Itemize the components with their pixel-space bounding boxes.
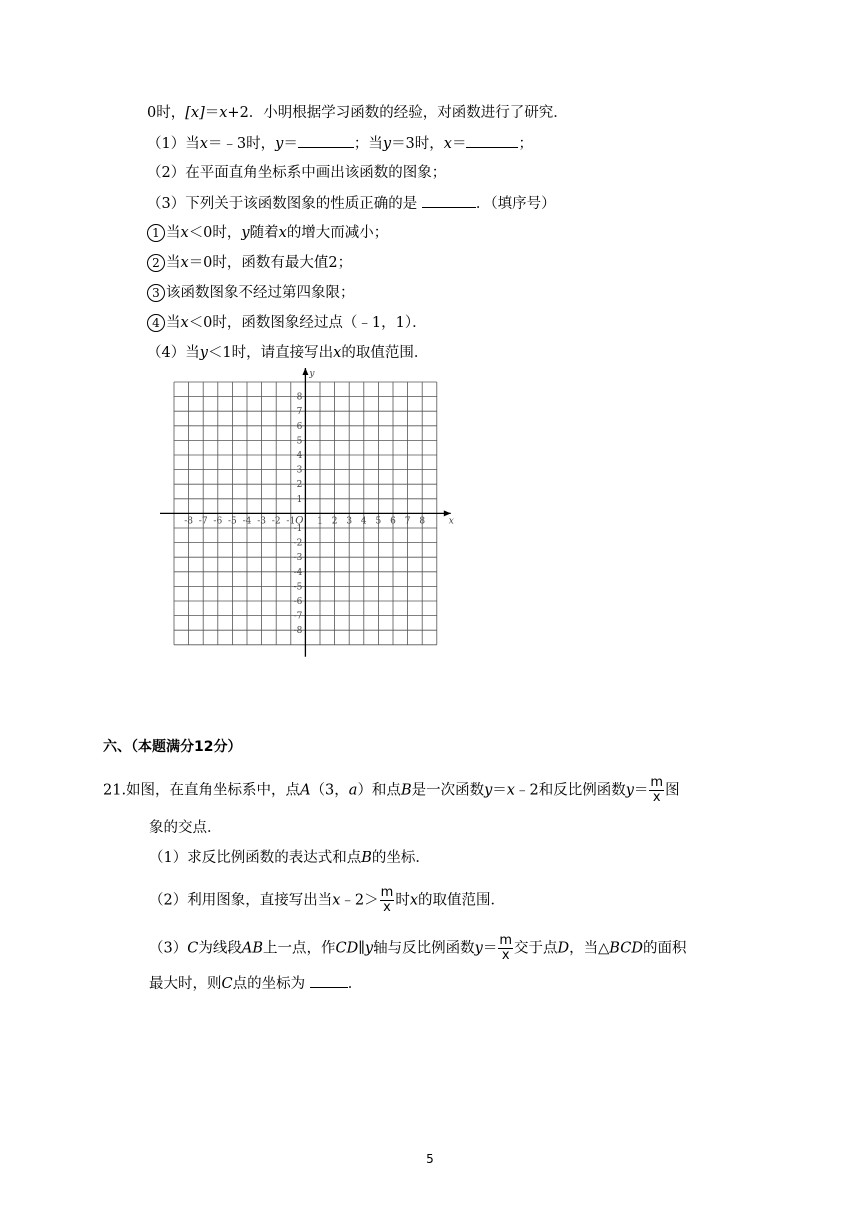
y-tick-label: 6 [296, 421, 303, 432]
p21-n: 图 [665, 782, 680, 799]
p21-3-l: 交于点 [514, 940, 558, 957]
x-tick-label: 1 [317, 516, 323, 527]
fraction-denominator: x [383, 900, 391, 915]
q3-answer-blank[interactable] [422, 193, 476, 208]
x-tick-label: 6 [390, 516, 396, 527]
p21-a: 21.如图，在直角坐标系中，点 [103, 782, 301, 799]
q1-text-c: ＝﹣3时， [207, 136, 276, 152]
intro-line [147, 103, 568, 123]
p21-1-c: 的坐标． [371, 850, 430, 866]
fraction-m-over-x [380, 886, 395, 915]
y-tick-label: -5 [293, 582, 303, 593]
y-tick-label: -7 [293, 611, 303, 622]
option-1 [147, 223, 388, 243]
q1-x: x [199, 136, 208, 152]
q1-eq: ＝ [283, 136, 298, 152]
question-4 [147, 343, 428, 363]
y-tick-label: -1 [293, 524, 303, 534]
axis-labels [184, 369, 454, 636]
p21-3-line2-C: C [221, 976, 233, 992]
p21-3-p: 的面积 [642, 940, 687, 957]
q4-c: ＜1时，请直接写出 [207, 345, 334, 361]
p21-3-eq: ＝ [482, 940, 498, 957]
y-tick-label: -8 [293, 626, 303, 637]
y-tick-label: 7 [296, 407, 303, 418]
q1-answer-blank-2[interactable] [466, 133, 518, 148]
option-3-a: 该函数图象不经过第四象限； [166, 285, 355, 301]
x-tick-label: 5 [375, 516, 382, 527]
p21-eq: ＝ [492, 782, 507, 799]
problem-21-part-1 [149, 848, 430, 868]
option-number-circle: 2 [147, 254, 165, 272]
p21-3-line2c: 点的坐标为 [232, 976, 306, 992]
p21-1-B: B [361, 850, 372, 866]
p21-3-y: y [364, 940, 374, 957]
p21-3-e: 上一点，作 [262, 940, 336, 957]
fraction-denominator: x [501, 948, 510, 963]
p21-3-a: （3） [149, 940, 188, 957]
problem-21-part-3 [149, 934, 686, 963]
p21-2-x2: x [409, 892, 419, 909]
p21-2-x: x [332, 892, 341, 909]
option-2-a: 当 [166, 255, 181, 271]
q1-text-a: （1）当 [147, 136, 200, 152]
option-2 [147, 253, 352, 273]
q1-y2: y [382, 136, 392, 152]
x-tick-label: -3 [257, 516, 266, 527]
q4-a: （4）当 [147, 345, 200, 361]
y-tick-label: -3 [293, 553, 303, 564]
x-tick-label: -6 [213, 516, 223, 527]
p21-y: y [484, 782, 493, 799]
p21-2-d: 时 [395, 892, 410, 909]
x-tick-label: 7 [404, 516, 411, 527]
p21-2-f: 的取值范围． [418, 892, 506, 909]
intro-bracket-x: [x] [185, 105, 205, 121]
y-tick-label: -4 [293, 567, 303, 578]
option-1-e: 随着 [249, 225, 279, 241]
q1-text-f: ；当 [353, 136, 383, 152]
fraction-numerator: m [380, 885, 394, 900]
option-1-x: x [180, 225, 189, 241]
intro-text-2: +2．小明根据学习函数的经验，对函数进行了研究． [227, 105, 568, 121]
x-tick-label: 8 [419, 516, 426, 527]
p21-2-c: ﹣2＞ [340, 892, 379, 909]
intro-text-1: 0时， [147, 105, 186, 121]
fraction-m-over-x [649, 776, 664, 805]
x-tick-label: 4 [360, 516, 367, 527]
p21-3-y2: y [474, 940, 483, 957]
q1-eq2: ＝ [451, 136, 467, 152]
option-number-circle: 1 [147, 224, 165, 242]
fraction-denominator: x [652, 790, 661, 805]
x-tick-label: -5 [228, 516, 237, 527]
p21-1-a: （1）求反比例函数的表达式和点 [149, 850, 362, 866]
p21-k: ﹣2和反比例函数 [514, 782, 626, 799]
y-axis-label: y [309, 369, 315, 379]
fraction-numerator: m [650, 775, 664, 790]
option-2-c: ＝0时，函数有最大值2； [188, 255, 353, 271]
p21-3-D: D [557, 940, 570, 957]
question-3 [147, 193, 556, 214]
y-tick-label: -6 [293, 597, 303, 607]
p21-a-var: a [348, 782, 358, 799]
q4-y: y [199, 345, 208, 361]
intro-eq: ＝ [204, 105, 220, 121]
y-tick-label: 8 [296, 392, 303, 403]
y-tick-label: 5 [296, 436, 303, 447]
option-4 [147, 313, 427, 333]
p21-3-parallel: ∥ [358, 940, 365, 957]
y-tick-label: 4 [296, 451, 303, 461]
x-tick-label: -4 [242, 516, 252, 527]
x-tick-label: 3 [346, 516, 353, 527]
question-2: （2）在平面直角坐标系中画出该函数的图象； [147, 165, 447, 181]
p21-3-AB: AB [241, 940, 263, 957]
q1-y: y [275, 136, 284, 152]
p21-y2: y [625, 782, 634, 799]
p21-3-BCD: BCD [609, 940, 643, 957]
problem-21-part-3-line-2 [149, 973, 362, 994]
y-tick-label: 3 [296, 465, 303, 476]
x-tick-label: -7 [198, 516, 208, 527]
p21-c: （3， [310, 782, 349, 799]
p21-2-a: （2）利用图象，直接写出当 [149, 892, 333, 909]
option-1-a: 当 [166, 225, 181, 241]
option-2-x: x [180, 255, 189, 271]
problem-21-line-2: 象的交点． [149, 820, 222, 836]
option-number-circle: 3 [147, 284, 165, 302]
option-number-circle: 4 [147, 314, 165, 332]
p21-3-CD: CD [335, 940, 359, 957]
y-tick-label: 1 [296, 494, 303, 505]
fraction-numerator: m [499, 933, 512, 948]
x-tick-label: -8 [184, 516, 193, 527]
p21-A: A [300, 782, 311, 799]
problem-21-part-2 [149, 886, 505, 915]
p21-3-line2a: 最大时，则 [149, 976, 222, 992]
x-axis-label: x [448, 516, 454, 527]
p21-3-line2d: ． [347, 976, 363, 992]
q4-x: x [333, 345, 342, 361]
q3-text-a: （3）下列关于该函数图象的性质正确的是 [147, 196, 418, 212]
q1-answer-blank-1[interactable] [298, 133, 354, 148]
option-4-a: 当 [166, 315, 181, 331]
question-1 [147, 133, 533, 154]
intro-x: x [219, 105, 228, 121]
p21-3-C: C [187, 940, 199, 957]
page-number: 5 [426, 1152, 434, 1166]
y-tick-label: -2 [293, 538, 303, 549]
q1-x2: x [443, 136, 452, 152]
p21-3-i: 轴与反比例函数 [373, 940, 475, 957]
section-heading: 六、（本题满分12分） [103, 739, 242, 755]
q4-e: 的取值范围． [341, 345, 429, 361]
option-1-x2: x [278, 225, 287, 241]
x-tick-label: -2 [271, 516, 281, 527]
option-1-g: 的增大而减小； [286, 225, 389, 241]
p21-e: ）和点 [357, 782, 401, 799]
p21-eq2: ＝ [633, 782, 649, 799]
q1-text-h: ＝3时， [391, 136, 444, 152]
origin-label: O [295, 515, 304, 527]
p21-3-c: 为线段 [198, 940, 242, 957]
x-tick-label: 2 [331, 516, 338, 527]
y-axis-arrow-icon [302, 368, 308, 375]
option-1-y: y [241, 225, 250, 241]
p21-B: B [400, 782, 412, 799]
problem-21-line-1 [103, 776, 680, 805]
option-4-x: x [180, 315, 189, 331]
p21-x: x [506, 782, 515, 799]
option-1-c: ＜0时， [188, 225, 242, 241]
option-4-c: ＜0时，函数图象经过点（﹣1，1）． [188, 315, 427, 331]
option-3 [147, 283, 355, 303]
x-tick-label: -1 [286, 516, 296, 527]
coordinate-grid[interactable] [158, 368, 458, 660]
p21-3-n: ，当△ [569, 940, 610, 957]
fraction-m-over-x [498, 934, 513, 963]
p21-g: 是一次函数 [411, 782, 485, 799]
p21-3-answer-blank[interactable] [310, 973, 348, 988]
q3-text-b: ．（填序号） [475, 196, 556, 212]
q1-text-k: ； [518, 136, 533, 152]
y-tick-label: 2 [296, 480, 303, 491]
